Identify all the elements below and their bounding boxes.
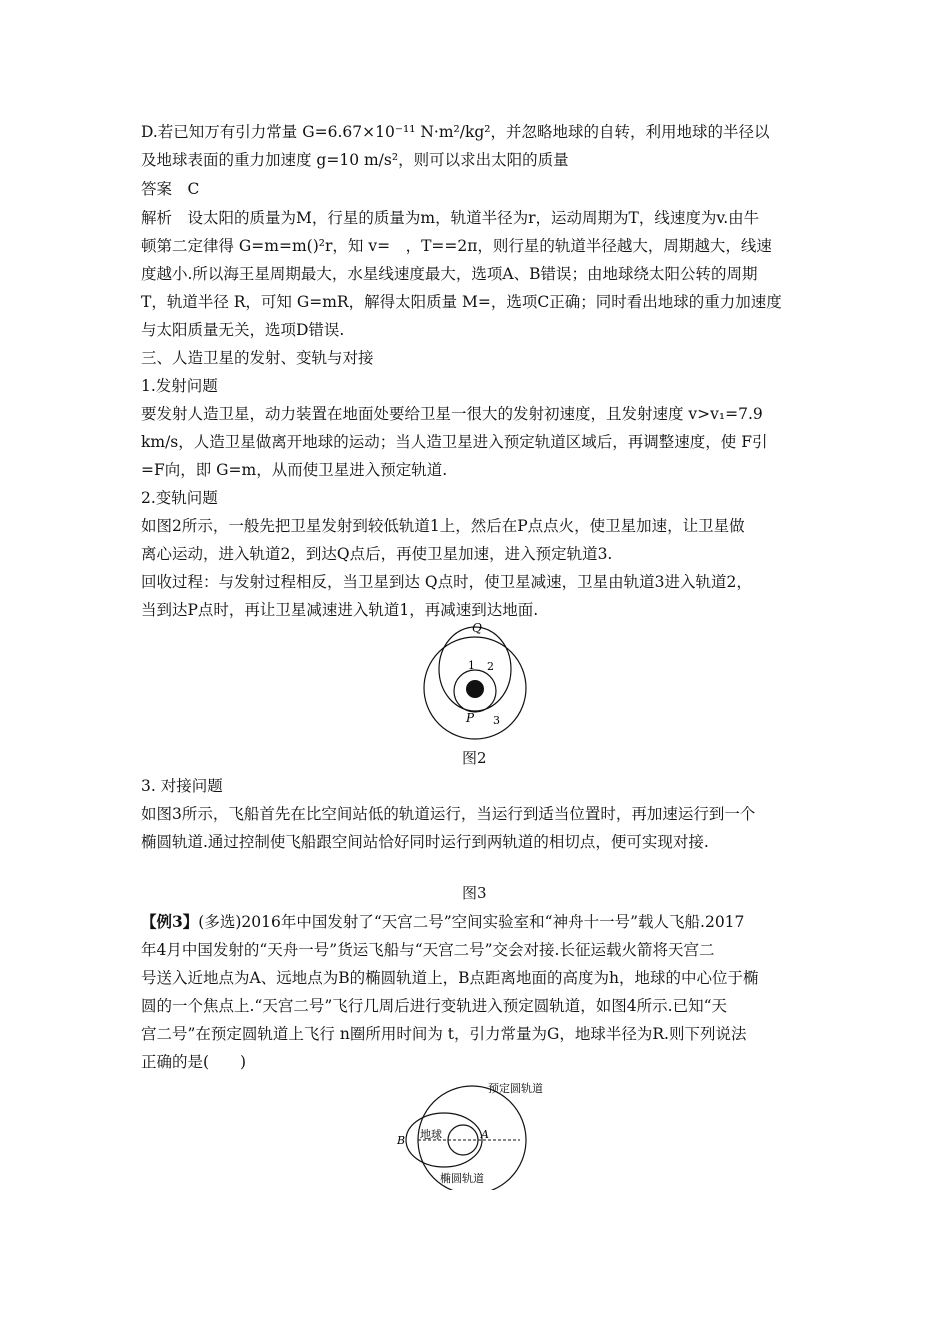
example-3-line-3: 号送入近地点为A、远地点为B的椭圆轨道上，B点距离地面的高度为h，地球的中心位于椭 — [141, 969, 759, 987]
subsection-2-line-4: 当到达P点时，再让卫星减速进入轨道1，再减速到达地面. — [141, 601, 539, 619]
example-3-line-4: 圆的一个焦点上.“天宫二号”飞行几周后进行变轨进入预定圆轨道，如图4所示.已知“天 — [141, 997, 727, 1015]
docking-orbit-diagram — [390, 1078, 580, 1190]
analysis-line-5: 与太阳质量无关，选项D错误. — [141, 321, 345, 339]
subsection-1-title: 1.发射问题 — [141, 377, 218, 395]
subsection-3-line-1: 如图3所示，飞船首先在比空间站低的轨道运行，当运行到适当位置时，再加速运行到一个 — [141, 805, 756, 823]
option-d-line-1: D.若已知万有引力常量 G=6.67×10⁻¹¹ N·m²/kg²，并忽略地球的自转，利用地球的半径以 — [141, 123, 770, 141]
analysis-line-1: 解析 设太阳的质量为M，行星的质量为m，轨道半径为r，运动周期为T，线速度为v.由牛 — [141, 209, 760, 227]
orbit-transfer-diagram — [415, 620, 535, 740]
label-p: P — [466, 711, 475, 725]
label-orbit-1: 1 — [468, 659, 475, 672]
analysis-line-2: 顿第二定律得 G=m=m()²r，知 v= ，T==2π，则行星的轨道半径越大，周期越大，线速 — [141, 237, 772, 255]
subsection-2-line-1: 如图2所示，一般先把卫星发射到较低轨道1上，然后在P点点火，使卫星加速，让卫星做 — [141, 517, 745, 535]
label-q: Q — [472, 621, 482, 635]
label-predefined-orbit: 预定圆轨道 — [488, 1082, 543, 1095]
label-orbit-2: 2 — [487, 660, 494, 673]
subsection-2-line-2: 离心运动，进入轨道2，到达Q点后，再使卫星加速，进入预定轨道3. — [141, 545, 613, 563]
option-d-line-2: 及地球表面的重力加速度 g=10 m/s²，则可以求出太阳的质量 — [141, 151, 569, 169]
example-3-line-2: 年4月中国发射的“天舟一号”货运飞船与“天宫二号”交会对接.长征运载火箭将天宫二 — [141, 941, 715, 959]
figure-3-caption: 图3 — [462, 884, 487, 902]
label-earth: 地球 — [420, 1128, 442, 1141]
answer-line: 答案 C — [141, 180, 200, 198]
analysis-line-3: 度越小.所以海王星周期最大，水星线速度最大，选项A、B错误；由地球绕太阳公转的周期 — [141, 265, 758, 283]
subsection-1-line-3: =F向，即 G=m，从而使卫星进入预定轨道. — [141, 461, 448, 479]
subsection-1-line-2: km/s，人造卫星做离开地球的运动；当人造卫星进入预定轨道区域后，再调整速度，使 F引 — [141, 433, 768, 451]
subsection-2-line-3: 回收过程：与发射过程相反，当卫星到达 Q点时，使卫星减速，卫星由轨道3进入轨道2， — [141, 573, 752, 591]
label-orbit-3: 3 — [493, 714, 500, 727]
earth-dot — [466, 680, 484, 698]
subsection-1-line-1: 要发射人造卫星，动力装置在地面处要给卫星一很大的发射初速度，且发射速度 v>v₁=7.9 — [141, 405, 763, 423]
subsection-3-line-2: 椭圆轨道.通过控制使飞船跟空间站恰好同时运行到两轨道的相切点，便可实现对接. — [141, 833, 709, 851]
orbit-2-ellipse — [439, 627, 511, 711]
example-3-line-1 — [141, 911, 744, 933]
example-3-line-6: 正确的是( ) — [141, 1053, 247, 1071]
subsection-3-title: 3. 对接问题 — [141, 777, 223, 795]
label-a: A — [481, 1128, 489, 1141]
example-3-line-5: 宫二号”在预定圆轨道上飞行 n圈所用时间为 t，引力常量为G，地球半径为R.则下列说法 — [141, 1025, 747, 1043]
example-3-tag: 【例3】 — [141, 912, 199, 931]
example-3-text-1: (多选)2016年中国发射了“天宫二号”空间实验室和“神舟十一号”载人飞船.2017 — [198, 913, 745, 931]
figure-2-caption: 图2 — [462, 749, 487, 767]
label-b: B — [397, 1134, 406, 1147]
subsection-2-title: 2.变轨问题 — [141, 489, 218, 507]
label-elliptical-orbit: 椭圆轨道 — [440, 1172, 484, 1185]
analysis-line-4: T，轨道半径 R，可知 G=mR，解得太阳质量 M=，选项C正确；同时看出地球的重力加速度 — [141, 293, 782, 311]
section-3-title: 三、人造卫星的发射、变轨与对接 — [141, 349, 374, 367]
